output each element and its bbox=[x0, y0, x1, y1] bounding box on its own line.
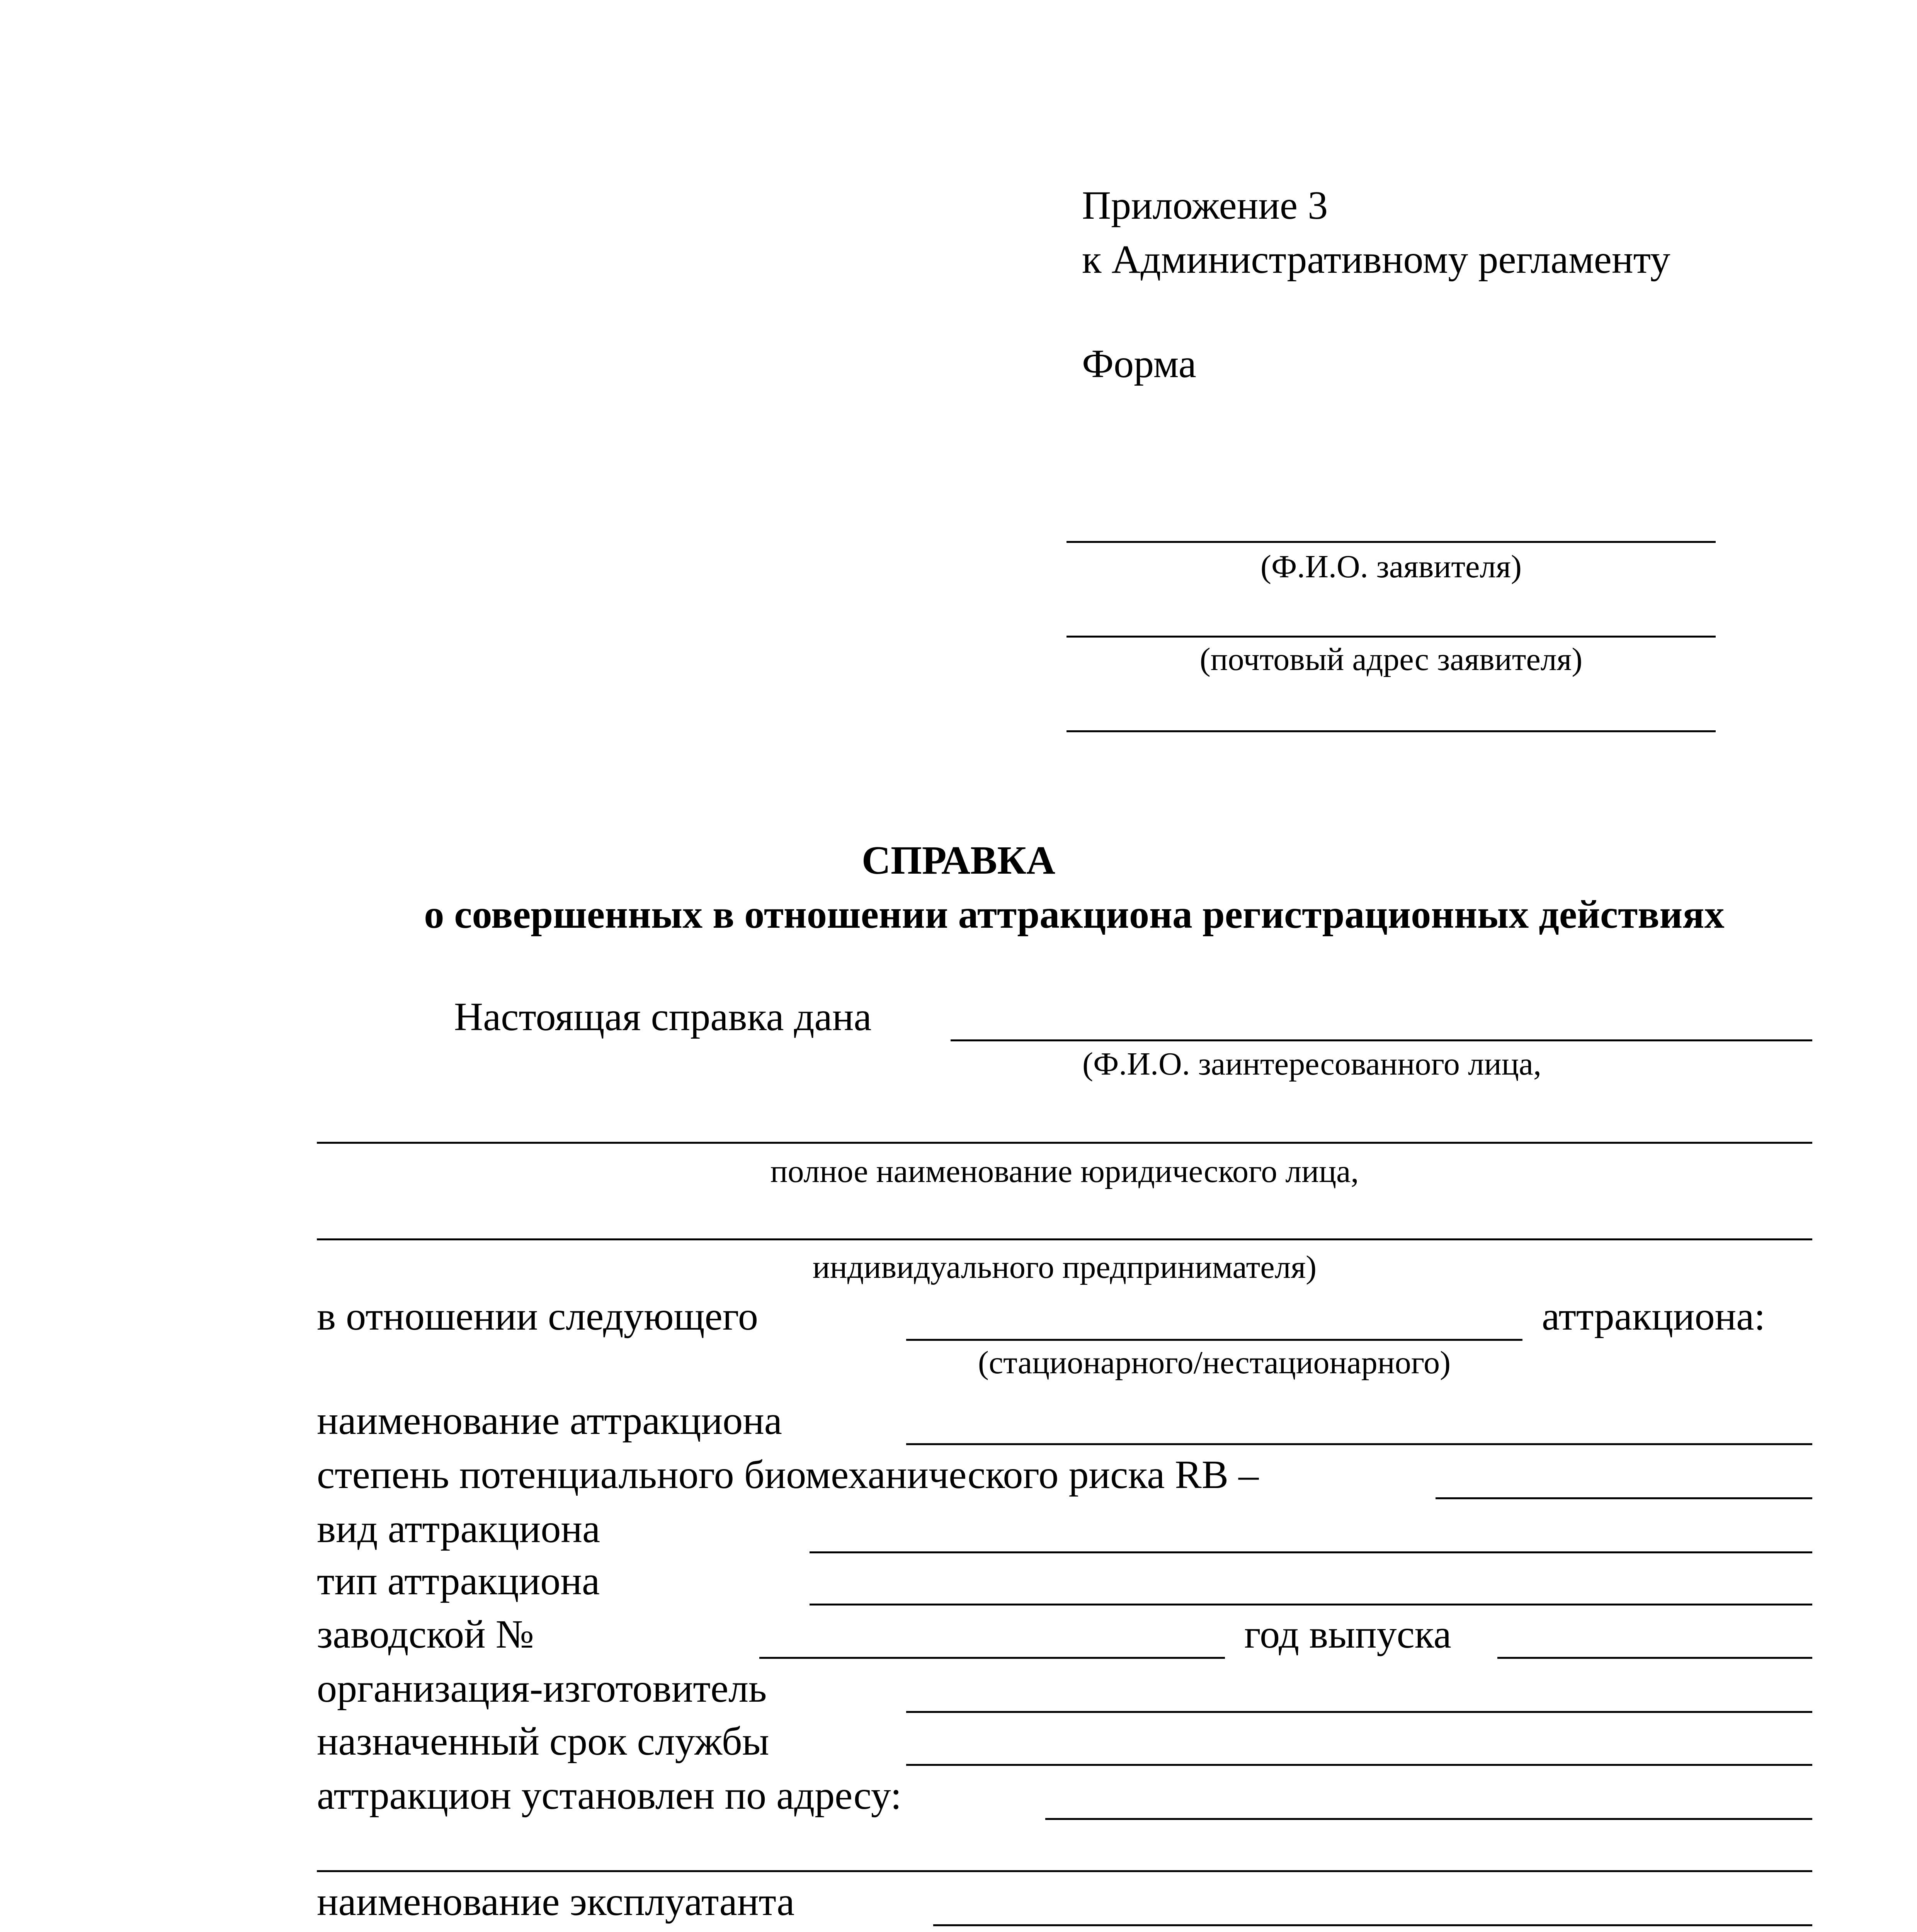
entrepreneur-caption: индивидуального предпринимателя) bbox=[812, 1249, 1317, 1285]
risk-degree-label: степень потенциального биомеханического риска RB – bbox=[317, 1452, 1259, 1497]
issued-to-label: Настоящая справка дана bbox=[454, 995, 872, 1039]
attraction-kind-line[interactable] bbox=[810, 1551, 1812, 1553]
operator-name-line[interactable] bbox=[933, 1924, 1812, 1926]
installed-address-label: аттракцион установлен по адресу: bbox=[317, 1773, 902, 1818]
attraction-kind-label: вид аттракциона bbox=[317, 1507, 600, 1551]
document-subtitle: о совершенных в отношении аттракциона регистрационных действиях bbox=[424, 892, 1725, 937]
applicant-address-caption: (почтовый адрес заявителя) bbox=[1199, 641, 1583, 677]
appendix-number: Приложение 3 bbox=[1082, 183, 1328, 228]
attraction-type-label: тип аттракциона bbox=[317, 1559, 600, 1603]
year-of-issue-label: год выпуска bbox=[1244, 1612, 1451, 1656]
attraction-type-line[interactable] bbox=[810, 1604, 1812, 1605]
attraction-suffix: аттракциона: bbox=[1542, 1294, 1766, 1338]
service-life-label: назначенный срок службы bbox=[317, 1719, 769, 1764]
stationary-line[interactable] bbox=[906, 1339, 1522, 1341]
applicant-fio-line[interactable] bbox=[1067, 541, 1716, 543]
stationary-caption: (стационарного/нестационарного) bbox=[978, 1345, 1451, 1381]
legal-entity-caption: полное наименование юридического лица, bbox=[770, 1153, 1359, 1189]
entrepreneur-line[interactable] bbox=[317, 1238, 1812, 1240]
issued-to-caption: (Ф.И.О. заинтересованного лица, bbox=[1082, 1046, 1541, 1082]
year-of-issue-line[interactable] bbox=[1497, 1657, 1812, 1659]
risk-degree-line[interactable] bbox=[1436, 1497, 1812, 1499]
form-label: Форма bbox=[1082, 342, 1196, 386]
applicant-fio-caption: (Ф.И.О. заявителя) bbox=[1260, 549, 1522, 585]
manufacturer-line[interactable] bbox=[906, 1711, 1812, 1713]
regarding-label: в отношении следующего bbox=[317, 1294, 758, 1338]
regulation-reference: к Административному регламенту bbox=[1082, 237, 1670, 282]
document-title: СПРАВКА bbox=[861, 838, 1056, 883]
operator-name-label: наименование эксплуатанта bbox=[317, 1879, 795, 1924]
service-life-line[interactable] bbox=[906, 1764, 1812, 1766]
attraction-name-line[interactable] bbox=[906, 1443, 1812, 1445]
installed-address-line-1[interactable] bbox=[1045, 1818, 1812, 1820]
serial-number-line[interactable] bbox=[759, 1657, 1225, 1659]
serial-number-label: заводской № bbox=[317, 1612, 534, 1656]
manufacturer-label: организация-изготовитель bbox=[317, 1666, 767, 1711]
legal-entity-line[interactable] bbox=[317, 1142, 1812, 1144]
issued-to-line[interactable] bbox=[951, 1039, 1812, 1041]
applicant-address-line-1[interactable] bbox=[1067, 636, 1716, 638]
installed-address-line-2[interactable] bbox=[317, 1870, 1812, 1872]
applicant-address-line-2[interactable] bbox=[1067, 730, 1716, 732]
attraction-name-label: наименование аттракциона bbox=[317, 1398, 782, 1443]
